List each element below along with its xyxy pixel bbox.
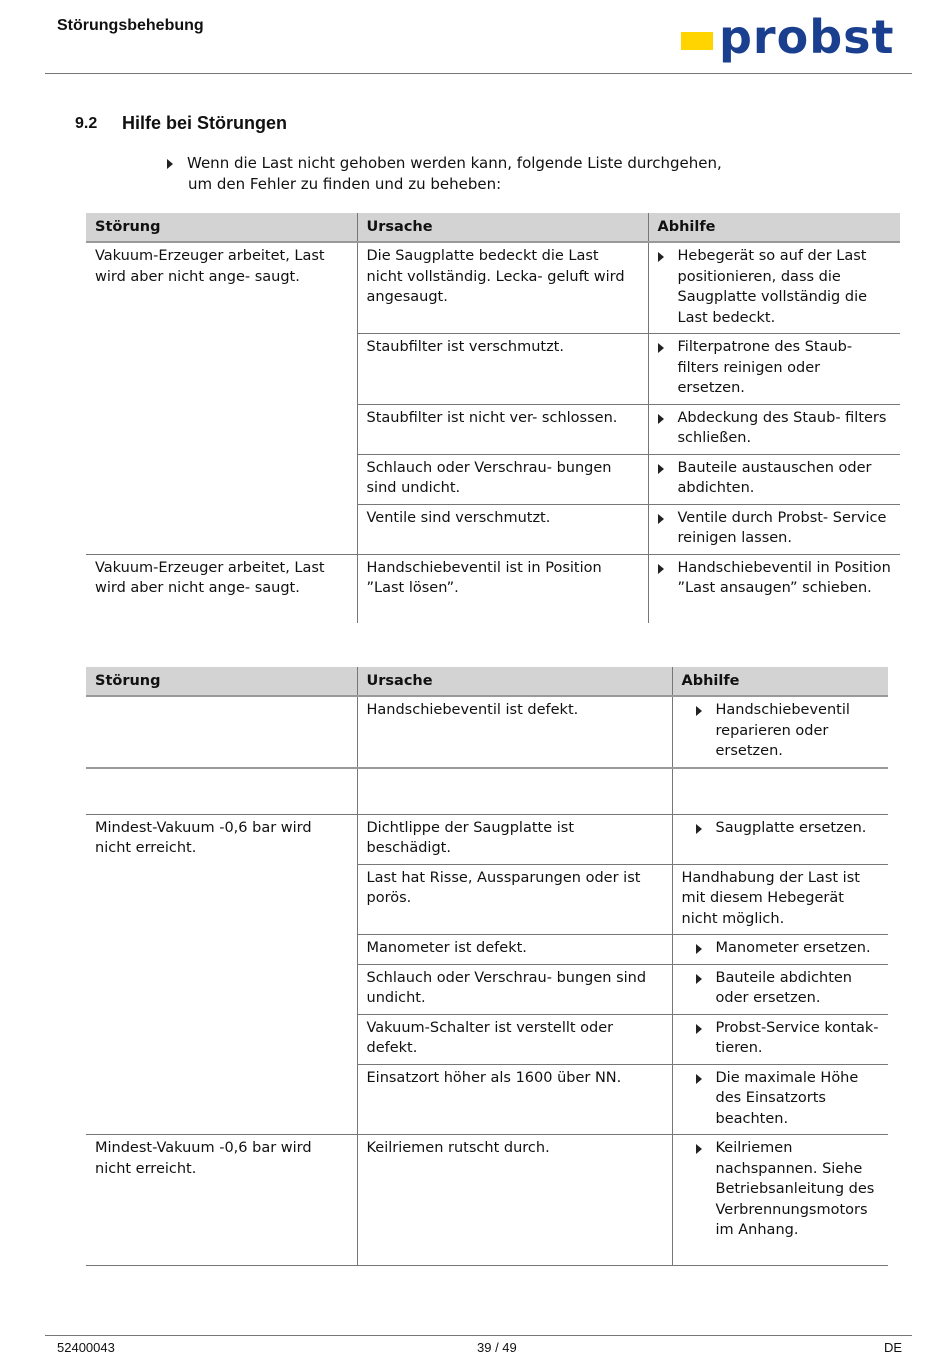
ursache-cell: Vakuum-Schalter ist verstellt oder defekt.	[357, 1014, 672, 1064]
header-abhilfe: Abhilfe	[672, 667, 888, 696]
abhilfe-cell	[672, 964, 888, 1014]
ursache-cell: Schlauch oder Verschrau- bungen sind undicht.	[357, 454, 648, 504]
abhilfe-text: Bauteile abdichten oder ersetzen.	[715, 969, 852, 1006]
abhilfe-cell	[648, 504, 900, 554]
bullet-arrow-icon	[658, 343, 664, 353]
footer-page-number: 39 / 49	[477, 1340, 517, 1355]
troubleshooting-table-1	[86, 213, 900, 623]
abhilfe-text: Ventile durch Probst- Service reinigen lassen.	[677, 509, 887, 546]
ursache-cell: Staubfilter ist nicht ver- schlossen.	[357, 404, 648, 454]
footer-divider	[45, 1335, 912, 1336]
bullet-arrow-icon	[696, 1144, 702, 1154]
logo-text: probst	[719, 10, 895, 64]
abhilfe-cell	[672, 696, 888, 768]
bullet-arrow-icon	[167, 159, 173, 169]
bullet-arrow-icon	[658, 252, 664, 262]
abhilfe-text: Handschiebeventil in Position ”Last ansaugen” schieben.	[677, 559, 891, 596]
section-title: Hilfe bei Störungen	[122, 113, 288, 133]
stoerung-cell: Mindest-Vakuum -0,6 bar wird nicht erreicht.	[95, 819, 312, 856]
abhilfe-cell: Handhabung der Last ist mit diesem Hebegerät nicht möglich.	[672, 864, 888, 935]
header-divider	[45, 73, 912, 74]
abhilfe-text: Keilriemen nachspannen. Siehe Betriebsanleitung des Verbrennungsmotors im Anhang.	[715, 1140, 875, 1238]
empty-cell	[357, 768, 672, 815]
bullet-arrow-icon	[696, 1024, 702, 1034]
stoerung-cell: Vakuum-Erzeuger arbeitet, Last wird aber nicht ange- saugt.	[95, 248, 325, 285]
bullet-arrow-icon	[658, 564, 664, 574]
section-number: 9.2	[75, 115, 98, 132]
probst-logo	[681, 10, 906, 70]
abhilfe-cell	[672, 1064, 888, 1135]
header-stoerung: Störung	[86, 213, 357, 242]
abhilfe-cell	[672, 1014, 888, 1064]
abhilfe-cell	[672, 1135, 888, 1266]
abhilfe-text: Probst-Service kontak- tieren.	[715, 1019, 879, 1056]
abhilfe-text: Filterpatrone des Staub- filters reinigen oder ersetzen.	[677, 339, 853, 396]
ursache-cell: Schlauch oder Verschrau- bungen sind undicht.	[357, 964, 672, 1014]
footer-doc-number: 52400043	[57, 1340, 115, 1355]
ursache-cell: Last hat Risse, Aussparungen oder ist porös.	[357, 864, 672, 935]
stoerung-cell: Vakuum-Erzeuger arbeitet, Last wird aber nicht ange- saugt.	[86, 554, 357, 623]
ursache-cell: Keilriemen rutscht durch.	[357, 1135, 672, 1266]
abhilfe-text: Handschiebeventil reparieren oder ersetzen.	[715, 702, 850, 759]
abhilfe-text: Die maximale Höhe des Einsatzorts beachten.	[715, 1069, 859, 1127]
intro-instruction	[167, 153, 722, 195]
intro-line-2: um den Fehler zu finden und zu beheben:	[188, 175, 502, 193]
bullet-arrow-icon	[696, 974, 702, 984]
abhilfe-text: Hebegerät so auf der Last positionieren, dass die Saugplatte vollständig die Last bedeckt.	[677, 248, 868, 326]
ursache-cell: Staubfilter ist verschmutzt.	[357, 334, 648, 405]
page-header-title: Störungsbehebung	[57, 17, 204, 34]
abhilfe-cell	[648, 554, 900, 623]
abhilfe-text: Saugplatte ersetzen.	[715, 819, 867, 836]
stoerung-cell: Mindest-Vakuum -0,6 bar wird nicht erreicht.	[86, 1135, 357, 1266]
abhilfe-cell	[648, 454, 900, 504]
empty-cell	[672, 768, 888, 815]
stoerung-cell	[86, 696, 357, 768]
bullet-arrow-icon	[696, 1074, 702, 1084]
abhilfe-text: Bauteile austauschen oder abdichten.	[677, 459, 872, 496]
ursache-cell: Dichtlippe der Saugplatte ist beschädigt.	[357, 814, 672, 864]
ursache-cell: Manometer ist defekt.	[357, 935, 672, 965]
ursache-cell: Ventile sind verschmutzt.	[357, 504, 648, 554]
header-ursache: Ursache	[357, 667, 672, 696]
bullet-arrow-icon	[696, 944, 702, 954]
abhilfe-text: Manometer ersetzen.	[715, 940, 871, 956]
bullet-arrow-icon	[658, 464, 664, 474]
logo-yellow-bar	[681, 32, 713, 50]
bullet-arrow-icon	[696, 706, 702, 716]
abhilfe-cell	[648, 334, 900, 405]
ursache-cell: Handschiebeventil ist defekt.	[357, 696, 672, 768]
bullet-arrow-icon	[658, 514, 664, 524]
abhilfe-cell	[648, 242, 900, 334]
footer-language: DE	[884, 1340, 903, 1355]
abhilfe-cell	[672, 814, 888, 864]
ursache-cell: Handschiebeventil ist in Position ”Last lösen”.	[357, 554, 648, 623]
header-stoerung: Störung	[86, 667, 357, 696]
ursache-cell: Einsatzort höher als 1600 über NN.	[357, 1064, 672, 1135]
abhilfe-text: Abdeckung des Staub- filters schließen.	[677, 409, 887, 446]
empty-cell	[86, 768, 357, 815]
abhilfe-cell	[672, 935, 888, 965]
bullet-arrow-icon	[696, 824, 702, 834]
bullet-arrow-icon	[658, 414, 664, 424]
header-abhilfe: Abhilfe	[648, 213, 900, 242]
intro-line-1: Wenn die Last nicht gehoben werden kann, folgende Liste durchgehen,	[187, 154, 722, 172]
troubleshooting-table-2	[86, 667, 888, 1266]
ursache-cell: Die Saugplatte bedeckt die Last nicht vollständig. Lecka- geluft wird angesaugt.	[357, 242, 648, 334]
header-ursache: Ursache	[357, 213, 648, 242]
abhilfe-cell	[648, 404, 900, 454]
